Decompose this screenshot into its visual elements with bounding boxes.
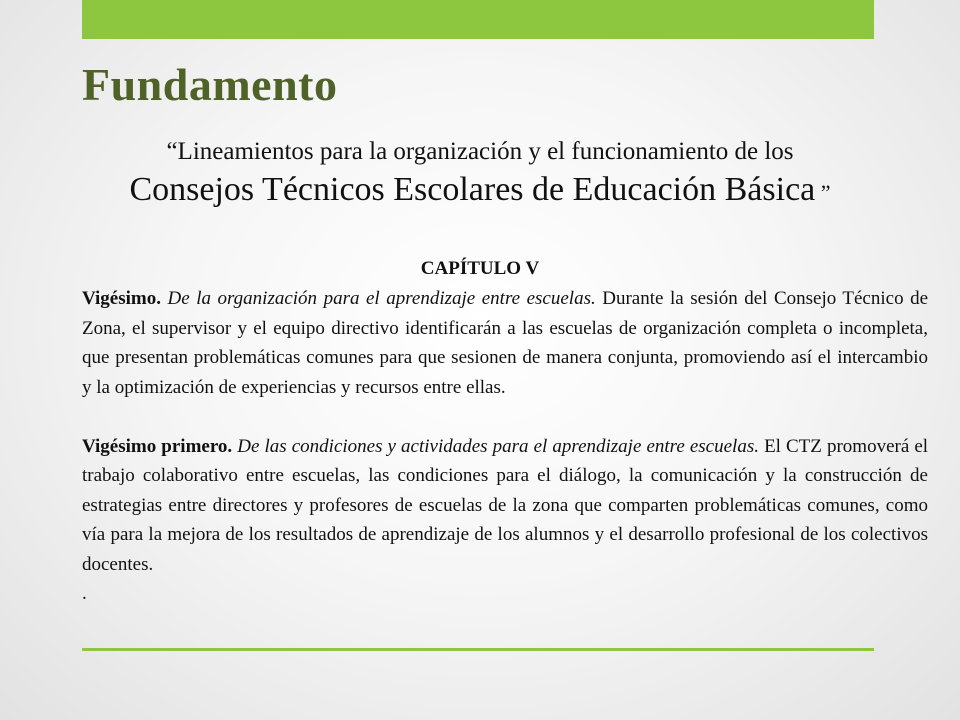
article-paragraph xyxy=(82,284,928,402)
open-quote: “ xyxy=(166,138,178,165)
top-accent-bar xyxy=(82,0,874,39)
body-text xyxy=(82,284,928,609)
slide-title: Fundamento xyxy=(82,59,338,110)
article-text: Durante la sesión del Consejo Técnico de Zona, el supervisor y el equipo directivo identificarán a las escuelas de organización completa o incompleta, que presentan problemáticas comunes para que sesionen de manera conjunta, promoviendo así el intercambio y la optimización de experiencias y recursos entre ellas. xyxy=(82,288,929,398)
trailing-mark: . xyxy=(82,583,87,604)
document-subtitle xyxy=(0,136,960,215)
article-label: Vigésimo primero. xyxy=(82,435,233,457)
close-quote: ” xyxy=(815,180,831,205)
article-text: El CTZ promoverá el trabajo colaborativo entre escuelas, las condiciones para el diálogo, la comunicación y la construcción de estrategias entre directores y profesores de escuelas de la zona que comparten problemáticas comunes, como vía para la mejora de los resultados de aprendizaje de los alumnos y el desarrollo profesional de los colectivos docentes. xyxy=(82,435,929,575)
subtitle-line-1: “Lineamientos para la organización y el funcionamiento de los xyxy=(166,138,794,165)
article-label: Vigésimo. xyxy=(82,288,161,309)
article-paragraph xyxy=(82,432,928,580)
chapter-heading: CAPÍTULO V xyxy=(420,258,540,279)
article-heading: De las condiciones y actividades para el aprendizaje entre escuelas. xyxy=(237,435,759,457)
bottom-accent-line xyxy=(82,648,874,651)
article-heading: De la organización para el aprendizaje entre escuelas. xyxy=(167,288,596,309)
subtitle-line-2: Consejos Técnicos Escolares de Educación Básica ” xyxy=(129,171,831,208)
